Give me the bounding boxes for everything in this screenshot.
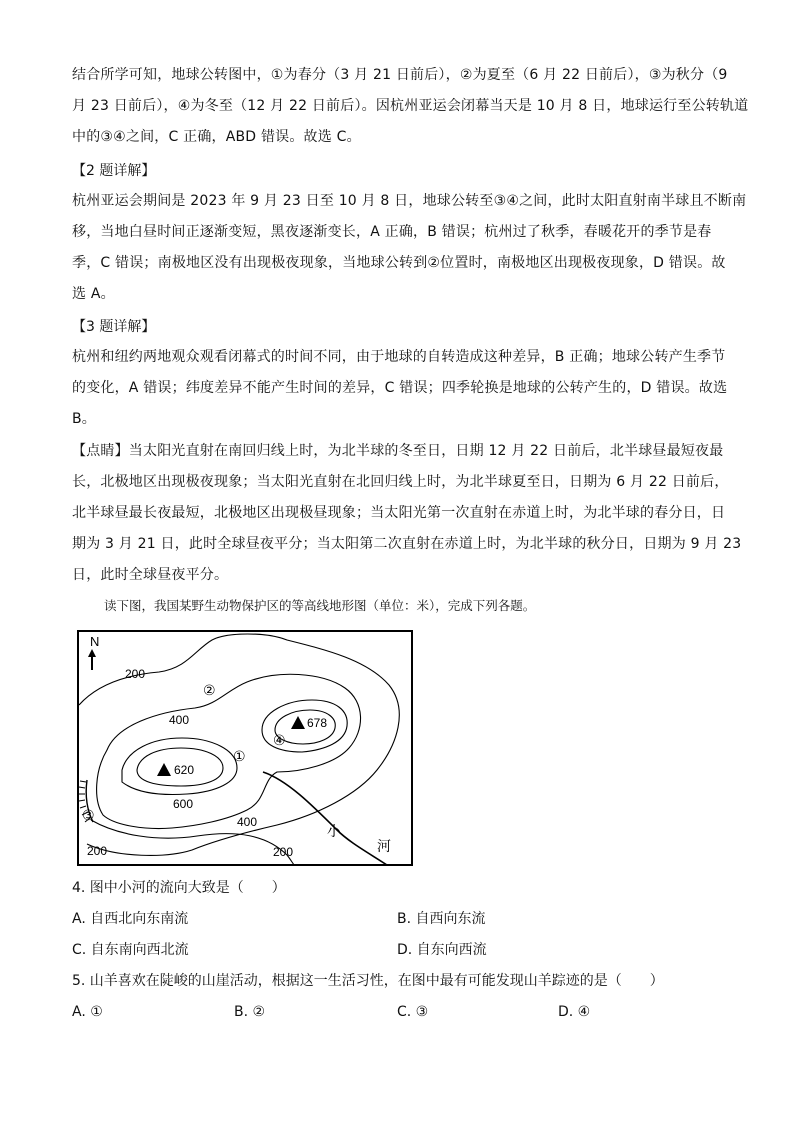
north-label: N <box>90 634 100 649</box>
answer1-line: 月 23 日前后），④为冬至（12 月 22 日前后）。因杭州亚运会闭幕当天是 10 月 8 日，地球运行至公转轨道 <box>72 98 749 114</box>
detail3-paragraph <box>72 342 728 435</box>
contour-label: 600 <box>173 797 194 811</box>
question-5-option-a[interactable]: A. ① <box>72 1004 103 1020</box>
detail2-line: 季，C 错误；南极地区没有出现极夜现象，当地球公转到②位置时，南极地区出现极夜现象，D 错误。故 <box>72 255 726 271</box>
question-5-stem: 5. 山羊喜欢在陡峻的山崖活动，根据这一生活习性，在图中最有可能发现山羊踪迹的是（ ） <box>72 973 664 989</box>
question-5-option-d[interactable]: D. ④ <box>558 1004 591 1020</box>
question-5-option-c[interactable]: C. ③ <box>397 1004 429 1020</box>
contour-label: 400 <box>169 713 190 727</box>
answer1-line: 结合所学可知，地球公转图中，①为春分（3 月 21 日前后），②为夏至（6 月 22 日前后），③为秋分（9 <box>72 67 728 83</box>
question-4-option-d[interactable]: D. 自东向西流 <box>397 942 487 958</box>
river-label: 小 <box>327 824 341 840</box>
tip-paragraph <box>72 436 742 591</box>
detail3-heading: 【3 题详解】 <box>72 319 156 335</box>
location-marker-4: ④ <box>273 733 286 749</box>
answer1-paragraph <box>72 60 749 153</box>
detail3-line: B。 <box>72 411 97 427</box>
detail2-line: 选 A。 <box>72 286 115 302</box>
question-4-option-c[interactable]: C. 自东南向西北流 <box>72 942 189 958</box>
detail2-paragraph <box>72 186 747 310</box>
tip-line: 日，此时全球昼夜平分。 <box>72 567 229 583</box>
tip-line: 【点睛】当太阳光直射在南回归线上时，为北半球的冬至日，日期 12 月 22 日前后，北半球昼最短夜最 <box>72 443 724 459</box>
question-4-option-a[interactable]: A. 自西北向东南流 <box>72 911 189 927</box>
contour-label: 200 <box>87 844 108 858</box>
contour-label: 200 <box>273 845 294 859</box>
tip-line: 长，北极地区出现极夜现象；当太阳光直射在北回归线上时，为北半球夏至日，日期为 6 月 22 日前后， <box>72 474 729 490</box>
figure-intro: 读下图，我国某野生动物保护区的等高线地形图（单位：米），完成下列各题。 <box>104 598 536 613</box>
question-4-option-b[interactable]: B. 自西向东流 <box>397 911 486 927</box>
contour-label: 400 <box>237 815 258 829</box>
question-4-stem: 4. 图中小河的流向大致是（ ） <box>72 880 286 896</box>
contour-label: 200 <box>125 667 146 681</box>
question-5-option-b[interactable]: B. ② <box>234 1004 266 1020</box>
detail3-line: 杭州和纽约两地观众观看闭幕式的时间不同，由于地球的自转造成这种差异，B 正确；地球公转产生季节 <box>72 349 726 365</box>
tip-line: 北半球昼最长夜最短，北极地区出现极昼现象；当太阳光第一次直射在赤道上时，为北半球的春分日，日 <box>72 505 726 521</box>
location-marker-2: ② <box>203 683 216 699</box>
location-marker-1: ① <box>233 749 246 765</box>
location-marker-3: ③ <box>82 808 95 824</box>
detail2-line: 移，当地白昼时间正逐渐变短，黑夜逐渐变长，A 正确，B 错误；杭州过了秋季，春暖花开的季节是春 <box>72 224 712 240</box>
river-label: 河 <box>377 839 391 855</box>
detail2-heading: 【2 题详解】 <box>72 163 156 179</box>
detail2-line: 杭州亚运会期间是 2023 年 9 月 23 日至 10 月 8 日，地球公转至③④之间，此时太阳直射南半球且不断南 <box>72 193 747 209</box>
contour-map <box>77 630 413 866</box>
peak-elevation: 620 <box>174 763 195 777</box>
detail3-line: 的变化，A 错误；纬度差异不能产生时间的差异，C 错误；四季轮换是地球的公转产生的，D 错误。故选 <box>72 380 728 396</box>
answer1-line: 中的③④之间，C 正确，ABD 错误。故选 C。 <box>72 129 361 145</box>
tip-line: 期为 3 月 21 日，此时全球昼夜平分；当太阳第二次直射在赤道上时，为北半球的秋分日，日期为 9 月 23 <box>72 536 742 552</box>
peak-elevation: 678 <box>307 716 328 730</box>
